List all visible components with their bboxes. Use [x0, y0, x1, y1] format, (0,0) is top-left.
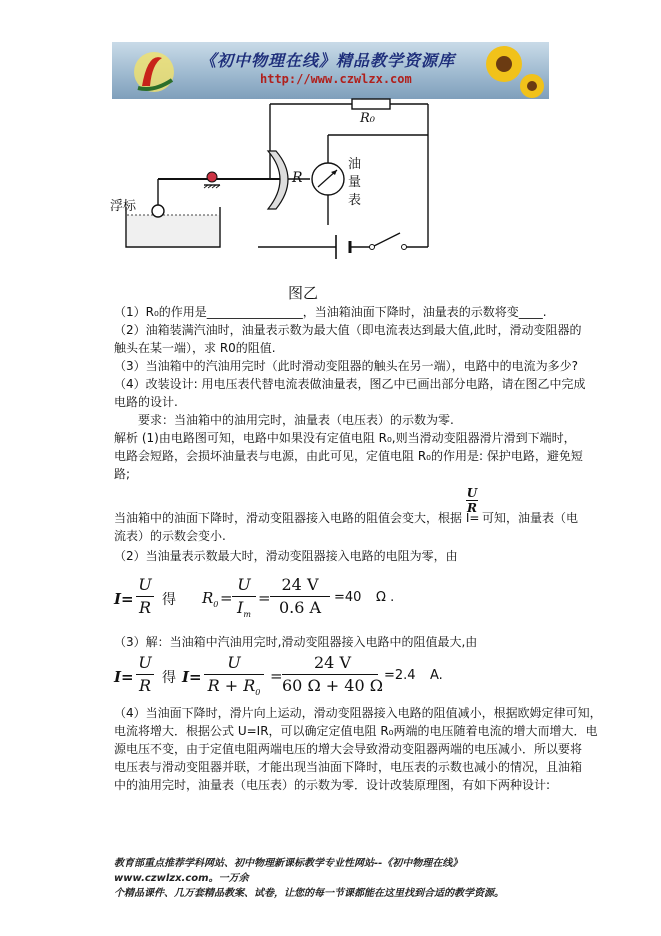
analysis-1-line-4: 当油箱中的油面下降时，滑动变阻器接入电路的阻值会变大，根据 I= [114, 511, 480, 525]
question-4-line-2: 电路的设计. [114, 395, 178, 409]
analysis-4-line-5: 中的油用完时，油量表（电压表）的示数为零．设计改装原理图，有如下两种设计: [114, 778, 551, 792]
analysis-2: （2）当油量表示数最大时，滑动变阻器接入电路的电阻为零，由 [114, 549, 458, 563]
analysis-1-line-1: 解析 (1)由电路图可知，电路中如果没有定值电阻 R₀,则当滑动变阻器滑片滑到下端时， [114, 431, 576, 445]
footer-line-2: 个精品课件、几万套精品教案、试卷，让您的每一节课都能在这里找到合适的教学资源。 [114, 888, 504, 899]
f1-num: 24 V [281, 575, 319, 594]
analysis-3: （3）解：当油箱中汽油用完时,滑动变阻器接入电路中的阻值最大,由 [114, 635, 478, 649]
footer-line-1: 教育部重点推荐学科网站、初中物理新课标教学专业性网站--《初中物理在线》www.czwlzx.com。一万余 [114, 858, 463, 884]
question-4-line-1: （4）改装设计: 用电压表代替电流表做油量表，图乙中已画出部分电路，请在图乙中完成 [114, 377, 586, 391]
f1-den: 0.6 A [278, 598, 322, 617]
figure-caption: 图乙 [288, 284, 319, 302]
f1-r: R [138, 598, 152, 617]
formula-1 [114, 572, 414, 628]
ohm-denominator: R [467, 501, 477, 515]
f2-u: U [138, 653, 152, 672]
circuit-figure [110, 95, 440, 309]
f1-i: I= [114, 590, 134, 608]
f2-i2: I= [182, 668, 202, 686]
f1-u2: U [237, 575, 251, 594]
ohm-fraction [466, 486, 478, 515]
f2-unit: A. [430, 668, 443, 683]
f1-im: I [237, 598, 244, 617]
analysis-1-line-5: 可知，油量表（电 [482, 511, 579, 525]
analysis-1-line-2: 电路会短路，会损坏油量表与电源，由此可见，定值电阻 R₀的作用是: 保护电路，避免短 [114, 449, 583, 463]
f1-eq: = [220, 589, 233, 607]
analysis-4-line-4: 电压表与滑动变阻器并联，才能出现当油面下降时，电压表的示数也减小的情况，且油箱 [114, 760, 583, 774]
f2-den: 60 Ω + 40 Ω [282, 676, 383, 695]
f1-r0: R [202, 589, 214, 607]
f2-den1-sub: 0 [255, 688, 261, 698]
ohm-numerator: U [466, 486, 478, 500]
question-2-line-1: （2）油箱装满汽油时，油量表示数为最大值（即电流表达到最大值,此时，滑动变阻器的 [114, 323, 582, 337]
circuit-diagram [110, 95, 440, 305]
f2-r: R [138, 676, 152, 695]
float-label: 浮标 [110, 199, 137, 214]
header-banner [112, 42, 549, 99]
analysis-1-line-6: 流表）的示数会变小. [114, 529, 226, 543]
f1-de: 得 [162, 592, 176, 608]
meter-label-3: 表 [348, 193, 362, 208]
analysis-4-line-1: （4）当油面下降时，滑片向上运动，滑动变阻器接入电路的阻值减小，根据欧姆定律可知， [114, 706, 602, 720]
banner-title: 《初中物理在线》精品教学资源库 [200, 51, 456, 70]
analysis-4-line-3: 源电压不变，由于定值电阻两端电压的增大会导致滑动变阻器两端的电压减小．所以要将 [114, 742, 583, 756]
page-footer [114, 856, 554, 901]
question-2-line-2: 触头在某一端），求 R0的阻值. [114, 341, 276, 355]
f2-den1: R + R [207, 676, 256, 695]
f2-u2: U [227, 653, 241, 672]
f2-num: 24 V [314, 653, 351, 672]
formula-2 [114, 650, 454, 706]
f1-r0-sub: 0 [213, 600, 219, 609]
banner-url: http://www.czwlzx.com [260, 72, 412, 86]
r-label: R [292, 170, 303, 186]
question-1: （1）R₀的作用是________________，当油箱油面下降时，油量表的示数将变____. [114, 305, 547, 319]
analysis-1-line-3: 路; [114, 467, 131, 481]
requirement: 要求：当油箱中的油用完时，油量表（电压表）的示数为零. [138, 413, 454, 427]
f1-unit: Ω . [376, 590, 395, 605]
f2-de: 得 [162, 670, 176, 686]
f2-eq: = [270, 667, 283, 685]
f1-eq2: = [258, 589, 271, 607]
analysis-4-line-2: 电流将增大．根据公式 U=IR，可以确定定值电阻 R₀两端的电压随着电流的增大而增大．电 [114, 724, 598, 738]
f1-res: =40 [334, 590, 362, 605]
meter-label-1: 油 [348, 157, 362, 172]
f2-res: =2.4 [384, 668, 416, 683]
f1-im-sub: m [243, 610, 251, 620]
meter-label-2: 量 [348, 175, 362, 190]
f1-u: U [138, 575, 152, 594]
f2-i: I= [114, 668, 134, 686]
r0-label: R₀ [360, 111, 375, 126]
question-3: （3）当油箱中的汽油用完时（此时滑动变阻器的触头在另一端），电路中的电流为多少? [114, 359, 579, 373]
